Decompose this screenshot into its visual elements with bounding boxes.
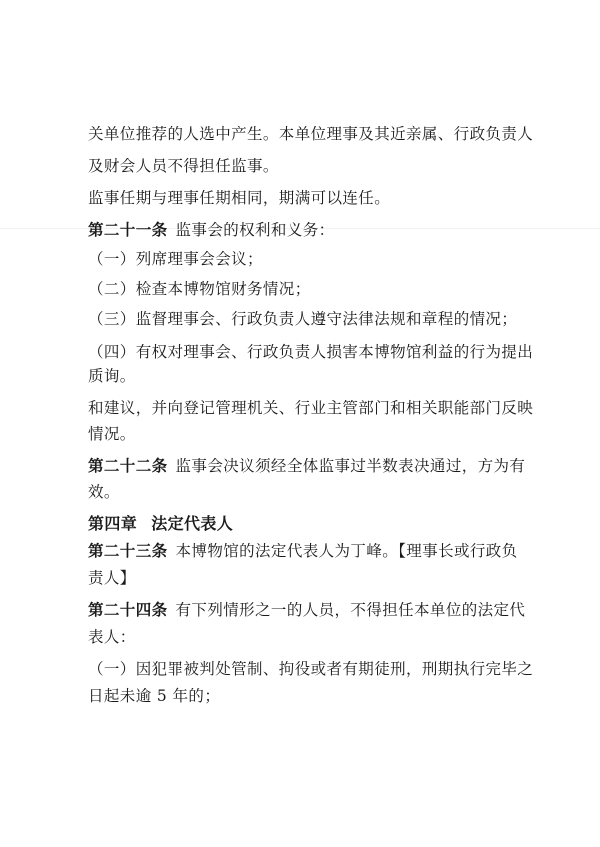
text-line: 责人】 [88,569,136,587]
text-line: 日起未逾 5 年的； [88,687,221,705]
text-line: 和建议，并向登记管理机关、行业主管部门和相关职能部门反映 [88,399,534,417]
list-item: （四）有权对理事会、行政负责人损害本博物馆利益的行为提出 [88,343,534,361]
article-22 [88,456,525,476]
article-number: 第二十二条 [88,457,168,475]
article-number: 第二十四条 [88,601,168,619]
text-line: 质询。 [88,367,136,385]
article-text: 监事会的权利和义务： [175,221,335,239]
list-item: （二）检查本博物馆财务情况； [88,280,311,298]
article-21 [88,220,335,240]
text-line: 情况。 [88,425,136,443]
article-number: 第二十一条 [88,221,168,239]
article-23 [88,541,518,561]
chapter-number: 第四章 [88,514,138,533]
list-item: （三）监督理事会、行政负责人遵守法律法规和章程的情况； [88,310,518,328]
text-line: 效。 [88,483,120,501]
chapter-title: 法定代表人 [151,514,234,533]
list-item: （一）因犯罪被判处管制、拘役或者有期徒刑，刑期执行完毕之 [88,660,534,678]
text-line: 关单位推荐的人选中产生。本单位理事及其近亲属、行政负责人 [88,125,534,143]
text-line: 监事任期与理事任期相同，期满可以连任。 [88,189,391,207]
article-number: 第二十三条 [88,542,168,560]
article-text: 有下列情形之一的人员，不得担任本单位的法定代 [175,601,526,619]
list-item: （一）列席理事会会议； [88,250,263,268]
article-text: 本博物馆的法定代表人为丁峰。【理事长或行政负 [175,542,518,560]
text-line: 表人： [88,628,136,646]
article-24 [88,600,525,620]
text-line: 及财会人员不得担任监事。 [88,157,279,175]
chapter-heading [88,514,233,534]
article-text: 监事会决议须经全体监事过半数表决通过，方为有 [175,457,526,475]
